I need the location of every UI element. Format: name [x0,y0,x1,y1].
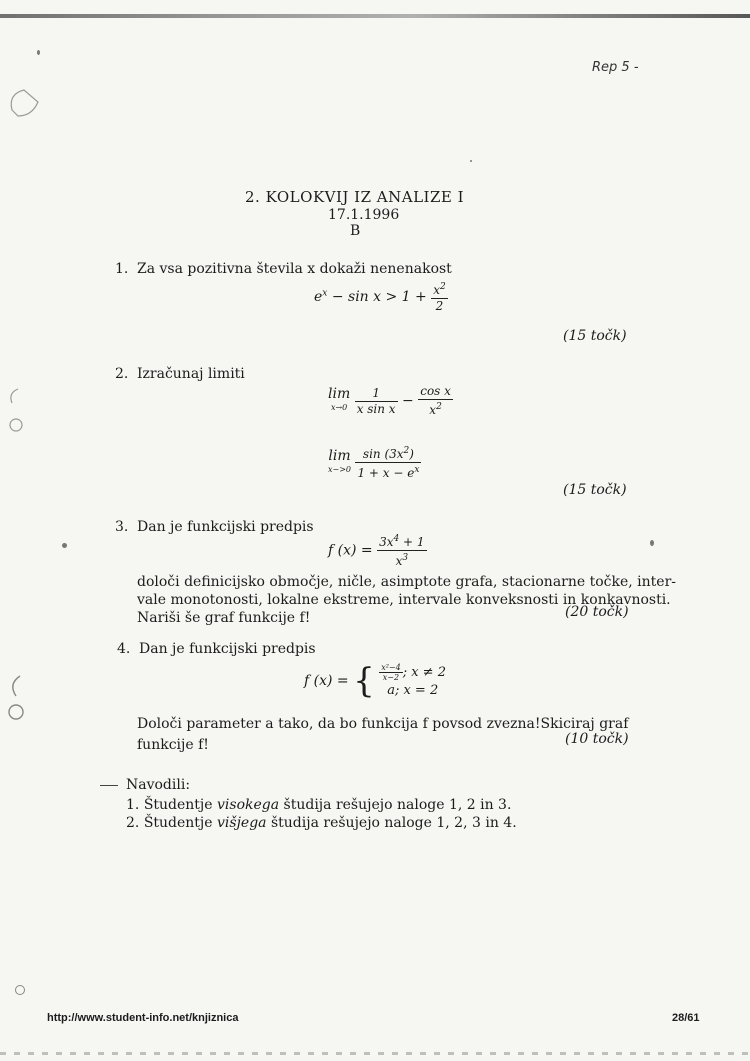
problem-3-line-3: Nariši še graf funkcije f! [137,610,311,626]
problem-4-line-1: Določi parameter a tako, da bo funkcija f povsod zvezna!Skiciraj graf [137,716,629,732]
punch-hole-mark-icon [4,385,34,445]
instruction-item: 1. Študentje visokega študija rešujejo naloge 1, 2 in 3. [126,797,512,813]
punch-hole-mark-icon [2,670,32,730]
scan-edge-bottom [0,1052,750,1055]
scan-speck [650,540,654,546]
scan-speck [37,50,40,55]
problem-2-points: (15 točk) [563,482,627,498]
exam-title: 2. KOLOKVIJ IZ ANALIZE I [245,188,465,206]
scan-speck [470,160,472,162]
exam-group: B [350,223,361,239]
instructions-heading: Navodili: [126,777,191,793]
problem-1-number: 1. [115,261,129,277]
limit-2-formula: lim x−>0 $\frac{\sin (3x^2)}{1 + x - e^x}$ [328,446,420,480]
problem-4-text: Dan je funkcijski predpis [139,641,316,657]
problem-3-line-1: določi definicijsko območje, ničle, asimptote grafa, stacionarne točke, inter- [137,574,677,590]
scan-speck [15,985,25,995]
problem-2-number: 2. [115,366,129,382]
scan-edge-top [0,14,750,18]
problem-4-number: 4. [117,641,131,657]
problem-1-text: Za vsa pozitivna števila x dokaži nenenakost [137,261,452,277]
problem-4-line-2: funkcije f! [137,737,209,753]
punch-hole-mark-icon [4,80,40,140]
page-number: 28/61 [672,1012,700,1024]
problem-3-line-2: vale monotonosti, lokalne ekstreme, intervale konveksnosti in konkavnosti. [137,592,671,608]
handwritten-note: Rep 5 - [592,60,639,75]
problem-3-text: Dan je funkcijski predpis [137,519,314,535]
problem-1-formula: $e^x - \sin x > 1$ + $\frac{x^2}{2}$ [314,282,446,313]
instructions-dash [100,785,118,786]
problem-2-text: Izračunaj limiti [137,366,245,382]
problem-3-number: 3. [115,519,129,535]
problem-4-points: (10 točk) [565,731,629,747]
exam-date: 17.1.1996 [328,207,400,223]
problem-4-formula: f (x) = { $\frac{\text{x²−4}}{x-2}$ ; x ≠ 2 a; x = 2 [304,661,446,701]
problem-3-points: (20 točk) [565,604,629,620]
instruction-item: 2. Študentje višjega študija rešujejo naloge 1, 2, 3 in 4. [126,815,517,831]
problem-3-formula: f (x) = $\frac{3x^4 + 1}{x^3}$ [328,534,425,568]
problem-1-points: (15 točk) [563,328,627,344]
limit-1-formula: lim x→0 $\frac{1}{\text{x sin x}}$ − $\frac{\text{cos x}}{x^2}$ [328,384,451,417]
scan-speck [62,543,67,548]
footer-url-link[interactable]: http://www.student-info.net/knjiznica [47,1012,239,1024]
